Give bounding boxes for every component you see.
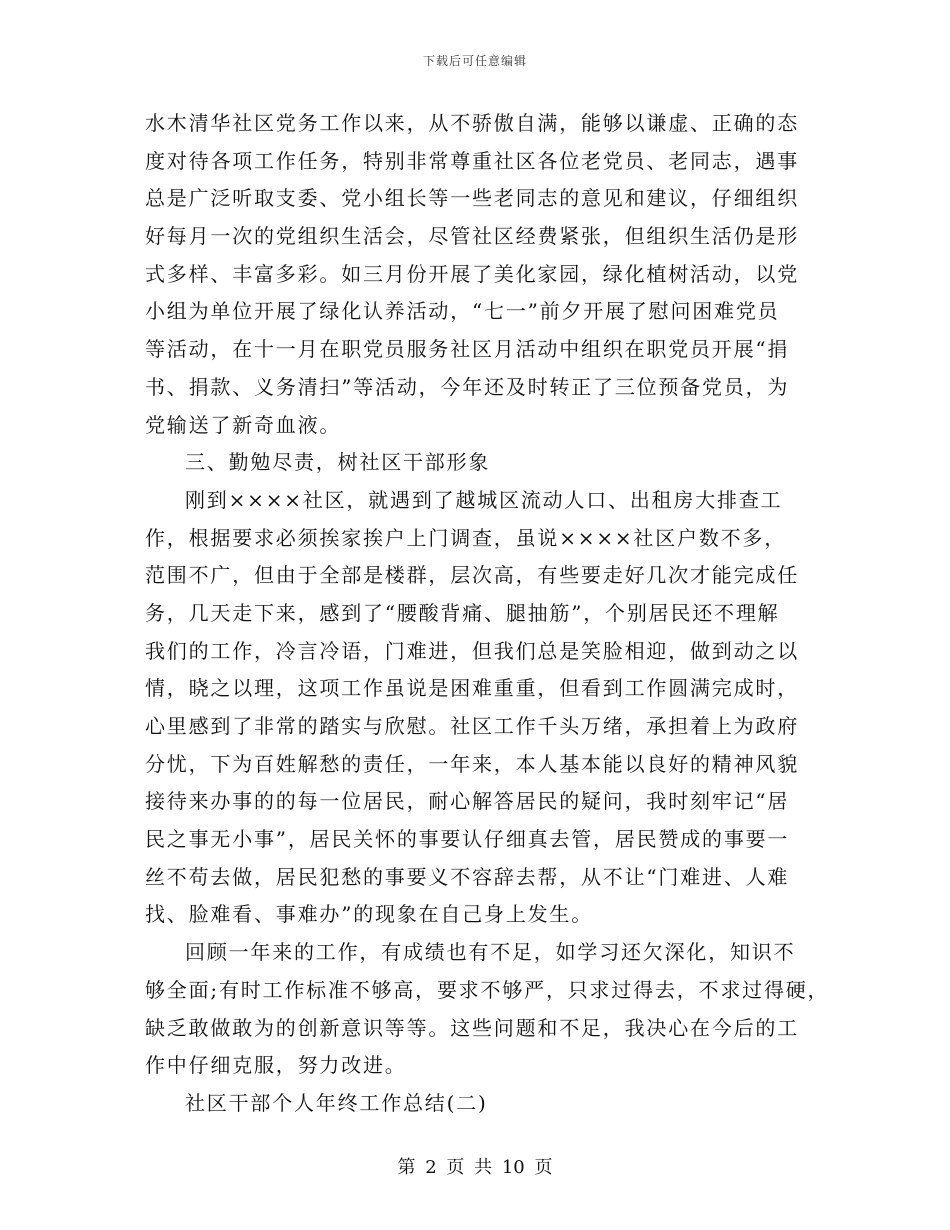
text-line: 作，根据要求必须挨家挨户上门调查，虽说××××社区户数不多， — [145, 525, 787, 550]
text-line: 等活动，在十一月在职党员服务社区月活动中组织在职党员开展“捐 — [145, 337, 790, 362]
text-line: 民之事无小事”，居民关怀的事要认仔细真去管，居民赞成的事要一 — [145, 827, 790, 852]
text-line: 好每月一次的党组织生活会，尽管社区经费紧张，但组织生活仍是形 — [145, 224, 799, 249]
text-line: 三、勤勉尽责，树社区干部形象 — [185, 450, 491, 475]
page-header-note: 下载后可任意编辑 — [422, 54, 527, 68]
text-line: 心里感到了非常的踏实与欣慰。社区工作千头万绪，承担着上为政府 — [145, 714, 799, 738]
text-line: 我们的工作，冷言冷语，门难进，但我们总是笑脸相迎，做到动之以 — [145, 638, 799, 663]
text-line: 丝不苟去做，居民犯愁的事要义不容辞去帮，从不让“门难进、人难 — [145, 864, 790, 889]
text-line: 分忧，下为百姓解愁的责任，一年来，本人基本能以良好的精神风貌 — [145, 751, 799, 776]
text-line: 情，晓之以理，这项工作虽说是困难重重，但看到工作圆满完成时， — [145, 676, 799, 701]
document-body — [145, 105, 830, 1123]
text-line: 度对待各项工作任务，特别非常尊重社区各位老党员、老同志，遇事 — [145, 148, 799, 173]
text-line: 水木清华社区党务工作以来，从不骄傲自满，能够以谦虚、正确的态 — [145, 111, 799, 135]
text-line: 找、脸难看、事难办”的现象在自己身上发生。 — [145, 902, 594, 927]
text-line: 缺乏敢做敢为的创新意识等等。这些问题和不足，我决心在今后的工 — [145, 1015, 799, 1040]
text-line: 接待来办事的的每一位居民，耐心解答居民的疑问，我时刻牢记“居 — [145, 789, 790, 814]
text-line: 式多样、丰富多彩。如三月份开展了美化家园，绿化植树活动，以党 — [145, 261, 799, 286]
page-footer-number: 第 2 页 共 10 页 — [397, 1157, 553, 1178]
text-line: 党输送了新奇血液。 — [145, 412, 342, 437]
text-line: 作中仔细克服，努力改进。 — [145, 1053, 407, 1078]
text-line: 总是广泛听取支委、党小组长等一些老同志的意见和建议，仔细组织 — [145, 186, 799, 211]
text-line: 回顾一年来的工作，有成绩也有不足，如学习还欠深化，知识不 — [185, 940, 796, 965]
text-line: 刚到××××社区，就遇到了越城区流动人口、出租房大排查工 — [185, 487, 783, 512]
text-line: 书、捐款、义务清扫”等活动，今年还及时转正了三位预备党员，为 — [145, 374, 790, 399]
text-line: 范围不广，但由于全部是楼群，层次高，有些要走好几次才能完成任 — [145, 563, 799, 588]
text-line: 够全面;有时工作标准不够高，要求不够严，只求过得去，不求过得硬， — [145, 977, 830, 1002]
text-line: 小组为单位开展了绿化认养活动，“七一”前夕开展了慰问困难党员 — [145, 299, 780, 324]
text-line: 务，几天走下来，感到了“腰酸背痛、腿抽筋”，个别居民还不理解 — [145, 600, 780, 625]
text-line: 社区干部个人年终工作总结(二) — [185, 1090, 488, 1115]
